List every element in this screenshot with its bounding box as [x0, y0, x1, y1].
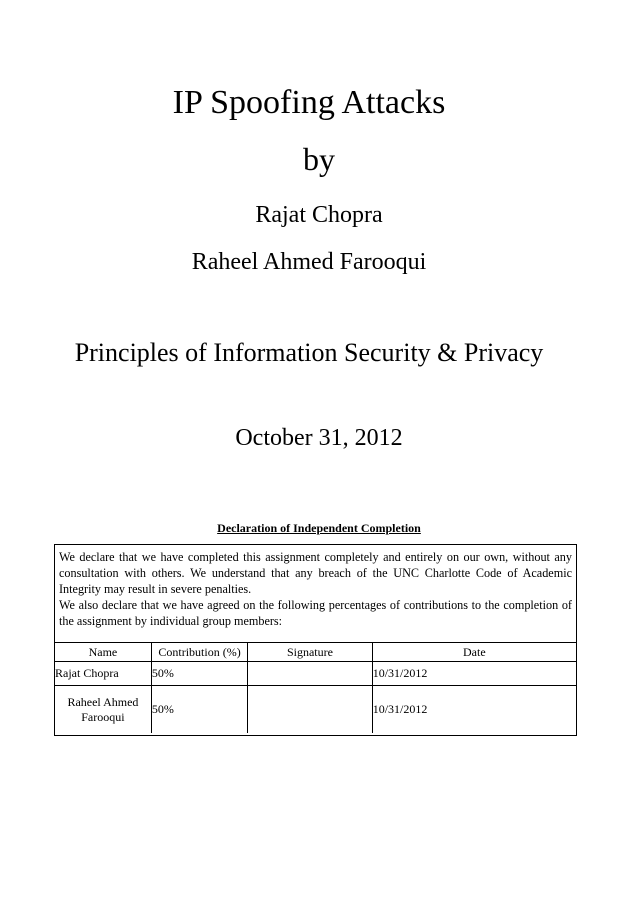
- declaration-heading: Declaration of Independent Completion: [217, 521, 421, 535]
- column-header: Date: [372, 643, 576, 662]
- table-row: [55, 662, 576, 686]
- declaration-box: [54, 544, 577, 736]
- by-line: by: [303, 141, 335, 177]
- declaration-paragraph: We declare that we have completed this assignment completely and entirely on our own, without any consultation with others. We understand that any breach of the UNC Charlotte Code of Academic Integrity may result in severe penalties.: [59, 550, 572, 596]
- member-name-line: Farooqui: [81, 709, 125, 724]
- table-header-row: [55, 643, 576, 662]
- member-date: 10/31/2012: [372, 662, 576, 686]
- column-header: Signature: [248, 643, 372, 662]
- member-name: [55, 686, 151, 734]
- column-header: Name: [55, 643, 151, 662]
- column-header: Contribution (%): [151, 643, 247, 662]
- course-title: Principles of Information Security & Privacy: [74, 338, 544, 367]
- declaration-paragraph: We also declare that we have agreed on the following percentages of contributions to the completion of the assignment by individual group members:: [59, 598, 572, 628]
- member-name-line: Raheel Ahmed: [67, 694, 139, 709]
- document-title: IP Spoofing Attacks: [172, 84, 446, 121]
- member-signature: [248, 686, 372, 734]
- declaration-text: [55, 545, 576, 629]
- author-name: Rajat Chopra: [255, 202, 383, 228]
- member-name: Rajat Chopra: [55, 662, 151, 686]
- document-date: October 31, 2012: [235, 425, 403, 451]
- member-contribution: 50%: [151, 662, 247, 686]
- member-date: 10/31/2012: [372, 686, 576, 734]
- author-name: Raheel Ahmed Farooqui: [191, 249, 427, 275]
- contribution-table: [55, 642, 576, 733]
- member-signature: [248, 662, 372, 686]
- table-row: [55, 686, 576, 734]
- member-contribution: 50%: [151, 686, 247, 734]
